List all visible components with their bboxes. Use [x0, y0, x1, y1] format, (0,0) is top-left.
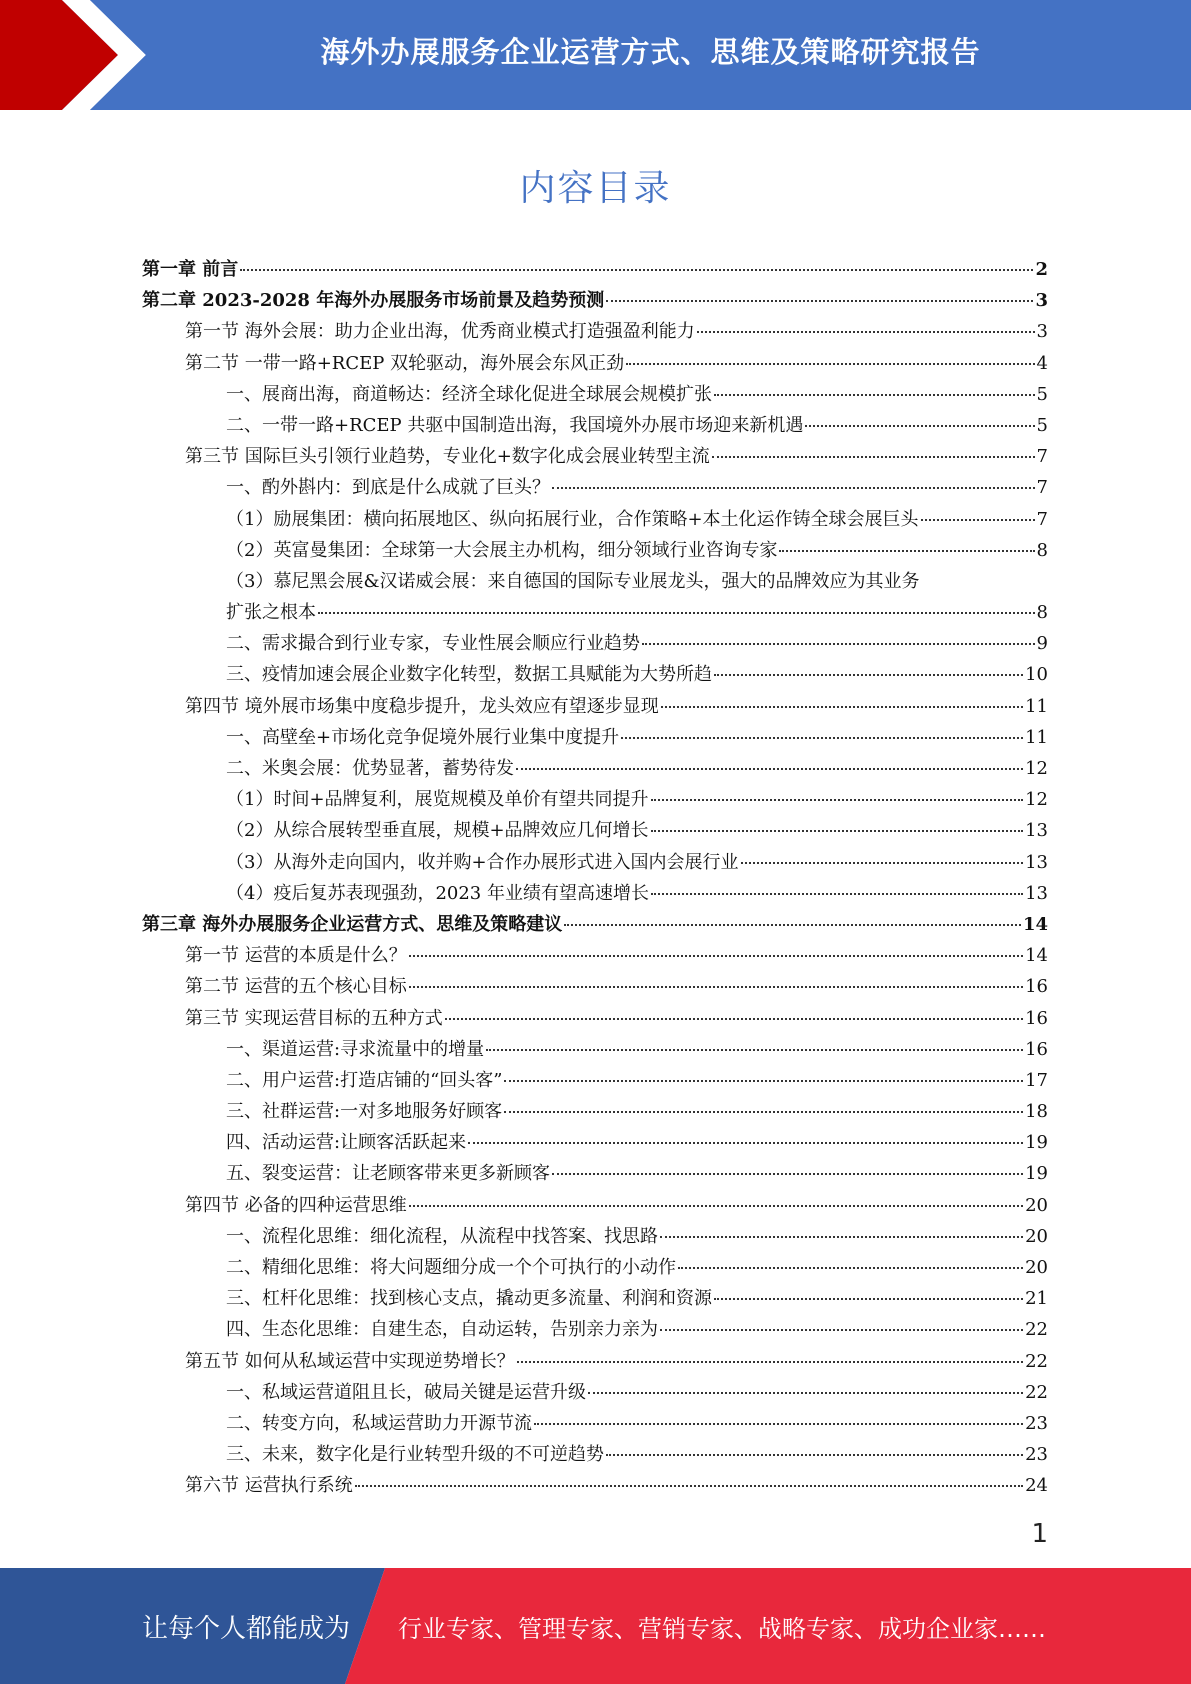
toc-dot-leader — [921, 519, 1035, 521]
header-band — [0, 0, 1191, 110]
toc-entry-page: 21 — [1025, 1288, 1048, 1310]
toc-entry[interactable] — [142, 1314, 1048, 1345]
toc-dot-leader — [651, 893, 1023, 895]
toc-dot-leader — [486, 1049, 1023, 1051]
toc-entry-title: 第六节 运营执行系统 — [185, 1475, 353, 1497]
toc-dot-leader — [355, 1485, 1023, 1487]
toc-entry-title: 一、高壁垒+市场化竞争促境外展行业集中度提升 — [226, 726, 620, 748]
toc-entry-page: 22 — [1025, 1319, 1048, 1341]
toc-entry-page: 10 — [1025, 664, 1048, 686]
toc-entry-title: 一、渠道运营:寻求流量中的增量 — [226, 1038, 485, 1060]
toc-dot-leader — [504, 1111, 1023, 1113]
toc-dot-leader — [552, 1173, 1023, 1175]
toc-entry-title: （1）时间+品牌复利，展览规模及单价有望共同提升 — [226, 789, 649, 811]
toc-entry[interactable] — [142, 1252, 1048, 1283]
toc-dot-leader — [626, 363, 1034, 365]
toc-entry-page: 20 — [1025, 1194, 1048, 1216]
toc-dot-leader — [660, 1329, 1023, 1331]
toc-entry-title: 二、需求撮合到行业专家，专业性展会顺应行业趋势 — [226, 633, 640, 655]
toc-entry-page: 4 — [1036, 352, 1048, 374]
toc-entry-page: 22 — [1025, 1350, 1048, 1372]
page-number: 1 — [1031, 1519, 1048, 1549]
toc-entry-page: 14 — [1022, 913, 1048, 935]
toc-entry-page: 9 — [1036, 633, 1048, 655]
toc-entry[interactable] — [142, 285, 1048, 316]
toc-entry-title: 第三节 国际巨头引领行业趋势，专业化+数字化成会展业转型主流 — [185, 446, 710, 468]
toc-entry[interactable] — [142, 410, 1048, 441]
toc-entry[interactable] — [142, 1283, 1048, 1314]
toc-entry[interactable] — [142, 504, 1048, 535]
toc-dot-leader — [651, 799, 1024, 801]
toc-entry-title: 一、展商出海，商道畅达：经济全球化促进全球展会规模扩张 — [226, 383, 712, 405]
toc-dot-leader — [468, 1142, 1023, 1144]
toc-entry-title: （2）从综合展转型垂直展，规模+品牌效应几何增长 — [226, 820, 649, 842]
toc-entry-title: 二、一带一路+RCEP 共驱中国制造出海，我国境外办展市场迎来新机遇 — [226, 414, 804, 436]
toc-entry[interactable] — [142, 1346, 1048, 1377]
toc-entry-page: 20 — [1025, 1225, 1048, 1247]
toc-dot-leader — [318, 612, 1035, 614]
toc-entry-title: 四、生态化思维：自建生态，自动运转，告别亲力亲为 — [226, 1319, 658, 1341]
toc-entry[interactable] — [142, 1470, 1048, 1501]
toc-entry-title: 三、未来，数字化是行业转型升级的不可逆趋势 — [226, 1444, 604, 1466]
toc-entry-page: 11 — [1025, 695, 1048, 717]
toc-entry-title: 三、社群运营:一对多地服务好顾客 — [226, 1101, 503, 1123]
toc-dot-leader — [588, 1392, 1023, 1394]
toc-entry-title: 二、转变方向，私域运营助力开源节流 — [226, 1412, 532, 1434]
footer-band — [0, 1568, 1191, 1684]
toc-entry[interactable] — [142, 847, 1048, 878]
toc-entry-title: 第五节 如何从私域运营中实现逆势增长？ — [185, 1350, 515, 1372]
toc-dot-leader — [409, 955, 1023, 957]
toc-dot-leader — [564, 924, 1021, 926]
toc-entry-title: 二、用户运营:打造店铺的“回头客” — [226, 1069, 503, 1091]
toc-entry-page: 13 — [1025, 882, 1048, 904]
toc-entry[interactable] — [142, 316, 1048, 347]
toc-entry-title: 第一章 前言 — [142, 259, 239, 280]
toc-dot-leader — [712, 456, 1035, 458]
toc-entry-title: （4）疫后复苏表现强劲，2023 年业绩有望高速增长 — [226, 882, 649, 904]
report-title: 海外办展服务企业运营方式、思维及策略研究报告 — [320, 34, 981, 69]
toc-entry-page: 23 — [1025, 1412, 1048, 1434]
toc-entry[interactable] — [142, 1034, 1048, 1065]
toc-entry-page: 8 — [1036, 602, 1048, 624]
toc-entry-title: 第三节 实现运营目标的五种方式 — [185, 1007, 443, 1029]
toc-entry-page: 18 — [1025, 1101, 1048, 1123]
toc-entry[interactable] — [142, 722, 1048, 753]
toc-entry[interactable] — [142, 753, 1048, 784]
toc-entry-page: 2 — [1035, 259, 1048, 280]
toc-entry-title: 第一节 海外会展：助力企业出海，优秀商业模式打造强盈利能力 — [185, 321, 695, 343]
toc-entry-page: 13 — [1025, 851, 1048, 873]
toc-entry[interactable] — [142, 940, 1048, 971]
toc-entry-title: 第四节 必备的四种运营思维 — [185, 1194, 407, 1216]
toc-entry-page: 23 — [1025, 1444, 1048, 1466]
toc-entry-title: 第一节 运营的本质是什么？ — [185, 945, 407, 967]
toc-dot-leader — [714, 394, 1035, 396]
toc-entry-page: 16 — [1025, 976, 1048, 998]
toc-entry-title: （2）英富曼集团：全球第一大会展主办机构，细分领域行业咨询专家 — [226, 539, 778, 561]
table-of-contents — [142, 254, 1048, 1502]
toc-entry-page: 24 — [1025, 1475, 1048, 1497]
toc-entry-page: 11 — [1025, 726, 1048, 748]
toc-dot-leader — [621, 737, 1023, 739]
footer-slogan-right: 行业专家、管理专家、营销专家、战略专家、成功企业家…… — [398, 1614, 1046, 1643]
toc-entry-page: 7 — [1036, 477, 1048, 499]
toc-entry[interactable] — [142, 1190, 1048, 1221]
toc-entry[interactable] — [142, 1158, 1048, 1189]
toc-entry[interactable] — [142, 1408, 1048, 1439]
toc-entry-title: 三、疫情加速会展企业数字化转型，数据工具赋能为大势所趋 — [226, 664, 712, 686]
toc-entry-title: 第四节 境外展市场集中度稳步提升，龙头效应有望逐步显现 — [185, 695, 659, 717]
toc-entry-page: 22 — [1025, 1381, 1048, 1403]
toc-dot-leader — [714, 1298, 1023, 1300]
toc-dot-leader — [517, 1361, 1023, 1363]
toc-dot-leader — [651, 830, 1024, 832]
toc-entry-title: 扩张之根本 — [226, 602, 316, 624]
toc-entry[interactable] — [142, 1065, 1048, 1096]
toc-entry[interactable] — [142, 1221, 1048, 1252]
toc-entry[interactable] — [142, 566, 1048, 597]
toc-entry-title: 一、流程化思维：细化流程，从流程中找答案、找思路 — [226, 1225, 658, 1247]
toc-entry-title: 二、精细化思维：将大问题细分成一个个可执行的小动作 — [226, 1257, 676, 1278]
toc-dot-leader — [661, 706, 1023, 708]
toc-dot-leader — [504, 1080, 1023, 1082]
toc-entry-page: 3 — [1035, 290, 1048, 312]
toc-dot-leader — [240, 269, 1033, 271]
toc-entry[interactable] — [142, 1003, 1048, 1034]
toc-entry[interactable] — [142, 659, 1048, 690]
toc-dot-leader — [741, 862, 1024, 864]
toc-entry-title: 一、私域运营道阻且长，破局关键是运营升级 — [226, 1381, 586, 1403]
toc-entry-title: 第二节 一带一路+RCEP 双轮驱动，海外展会东风正劲 — [185, 352, 625, 374]
toc-entry[interactable] — [142, 441, 1048, 472]
toc-entry[interactable] — [142, 1096, 1048, 1127]
toc-entry-page: 8 — [1036, 539, 1048, 561]
toc-dot-leader — [445, 1018, 1023, 1020]
toc-entry-page: 16 — [1025, 1007, 1048, 1029]
toc-entry[interactable] — [142, 254, 1048, 285]
toc-entry[interactable] — [142, 909, 1048, 940]
footer-slogan-left: 让每个人都能成为 — [142, 1613, 351, 1644]
toc-entry-page: 7 — [1036, 446, 1048, 468]
toc-entry[interactable] — [142, 597, 1048, 628]
toc-entry-page: 5 — [1036, 383, 1048, 405]
toc-entry-page: 13 — [1025, 820, 1048, 842]
toc-entry-title: （1）励展集团：横向拓展地区、纵向拓展行业，合作策略+本土化运作铸全球会展巨头 — [226, 508, 919, 530]
toc-entry-page: 12 — [1025, 789, 1048, 811]
toc-entry[interactable] — [142, 784, 1048, 815]
toc-entry-title: 第二章 2023-2028 年海外办展服务市场前景及趋势预测 — [142, 290, 605, 312]
toc-dot-leader — [805, 425, 1034, 427]
toc-entry-page: 3 — [1036, 321, 1048, 343]
toc-entry-page: 17 — [1025, 1069, 1048, 1091]
toc-entry-title: （3）慕尼黑会展&汉诺威会展：来自德国的国际专业展龙头，强大的品牌效应为其业务 — [226, 570, 920, 592]
toc-dot-leader — [714, 674, 1023, 676]
toc-dot-leader — [606, 1454, 1023, 1456]
toc-entry-page: 19 — [1025, 1132, 1048, 1154]
toc-dot-leader — [779, 550, 1034, 552]
toc-dot-leader — [552, 487, 1035, 489]
toc-entry[interactable] — [142, 971, 1048, 1002]
toc-entry[interactable] — [142, 815, 1048, 846]
toc-entry[interactable] — [142, 1127, 1048, 1158]
toc-entry-title: （3）从海外走向国内，收并购+合作办展形式进入国内会展行业 — [226, 851, 739, 873]
toc-entry[interactable] — [142, 628, 1048, 659]
toc-entry[interactable] — [142, 348, 1048, 379]
toc-entry-page: 14 — [1025, 945, 1048, 967]
toc-entry-page: 7 — [1036, 508, 1048, 530]
toc-entry-title: 第三章 海外办展服务企业运营方式、思维及策略建议 — [142, 913, 563, 935]
toc-dot-leader — [678, 1267, 1023, 1269]
toc-entry-page: 16 — [1025, 1038, 1048, 1060]
toc-dot-leader — [409, 1205, 1023, 1207]
toc-dot-leader — [642, 643, 1035, 645]
toc-dot-leader — [409, 986, 1023, 988]
toc-entry[interactable] — [142, 1439, 1048, 1470]
toc-entry[interactable] — [142, 878, 1048, 909]
toc-dot-leader — [516, 768, 1023, 770]
toc-entry-page: 19 — [1025, 1163, 1048, 1185]
toc-entry-page: 12 — [1025, 758, 1048, 779]
toc-entry[interactable] — [142, 472, 1048, 503]
toc-entry[interactable] — [142, 691, 1048, 722]
toc-dot-leader — [660, 1236, 1023, 1238]
toc-entry[interactable] — [142, 535, 1048, 566]
toc-dot-leader — [606, 300, 1033, 302]
toc-entry-title: 三、杠杆化思维：找到核心支点，撬动更多流量、利润和资源 — [226, 1288, 712, 1310]
toc-heading: 内容目录 — [519, 168, 672, 209]
toc-entry-title: 四、活动运营:让顾客活跃起来 — [226, 1132, 467, 1154]
header-arrow-decoration — [0, 0, 150, 110]
toc-dot-leader — [534, 1423, 1023, 1425]
toc-dot-leader — [697, 331, 1035, 333]
toc-entry-page: 5 — [1036, 414, 1048, 436]
toc-entry-title: 二、米奥会展：优势显著，蓄势待发 — [226, 758, 514, 779]
toc-entry[interactable] — [142, 1377, 1048, 1408]
toc-entry-page: 20 — [1025, 1257, 1048, 1278]
toc-entry-title: 一、酌外斟内：到底是什么成就了巨头？ — [226, 477, 550, 499]
toc-entry[interactable] — [142, 379, 1048, 410]
toc-entry-title: 第二节 运营的五个核心目标 — [185, 976, 407, 998]
toc-entry-title: 五、裂变运营：让老顾客带来更多新顾客 — [226, 1163, 550, 1185]
